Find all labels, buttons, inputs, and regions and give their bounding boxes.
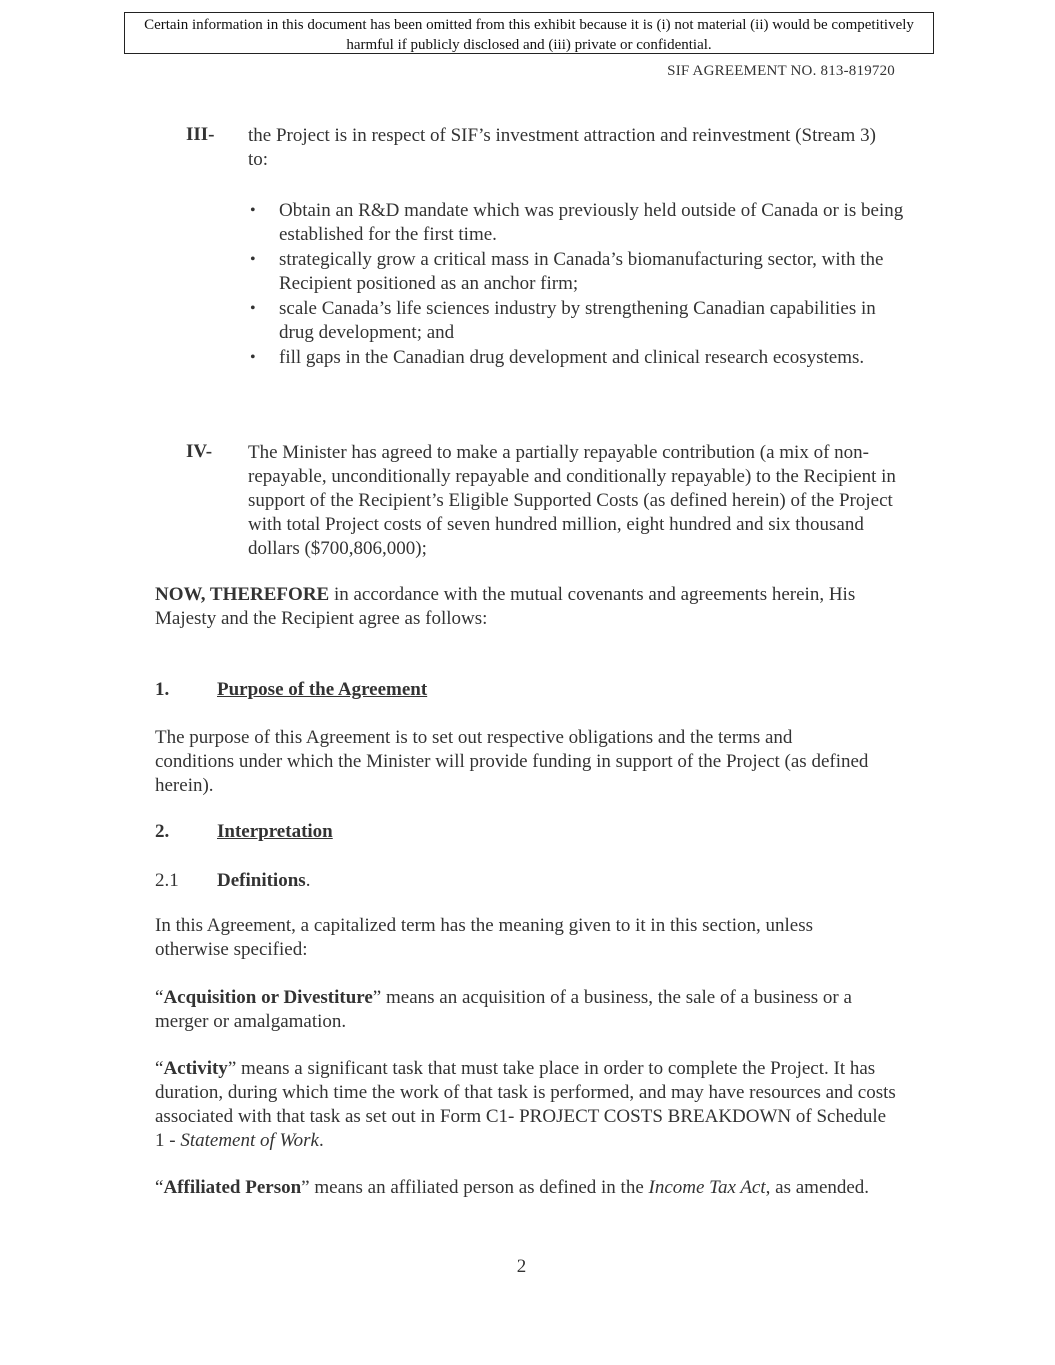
section-2-1-heading: Definitions. <box>217 870 311 891</box>
section-2-1-number: 2.1 <box>155 870 179 891</box>
recital-iii-label: III- <box>186 124 215 145</box>
definition-affiliated-person: “Affiliated Person” means an affiliated person as defined in the Income Tax Act, as amended. <box>155 1177 870 1198</box>
now-therefore-clause: NOW, THEREFORE in accordance with the mutual covenants and agreements herein, His Majesty and the Recipient agree as follows: <box>155 584 856 629</box>
definition-acquisition-or-divestiture: “Acquisition or Divestiture” means an acquisition of a business, the sale of a business or a merger or amalgamation. <box>155 987 852 1032</box>
recital-iv-label: IV- <box>186 441 213 462</box>
recital-iii-text: the Project is in respect of SIF’s investment attraction and reinvestment (Stream 3) to: <box>248 125 876 170</box>
section-1-body: The purpose of this Agreement is to set out respective obligations and the terms and conditions under which the Minister will provide funding in support of the Project (as defined herein). <box>155 727 869 796</box>
section-2-heading: Interpretation <box>217 821 333 842</box>
page-number: 2 <box>516 1256 527 1277</box>
agreement-number: SIF AGREEMENT NO. 813-819720 <box>667 63 895 79</box>
confidentiality-notice: Certain information in this document has been omitted from this exhibit because it is (i) not material (ii) would be competitively harmful if publicly disclosed and (iii) private or confidential. <box>124 12 934 54</box>
list-item: • Obtain an R&D mandate which was previously held outside of Canada or is being established for the first time. <box>250 200 904 245</box>
section-1-number: 1. <box>155 679 170 700</box>
recital-iii-bullet-list <box>248 199 908 371</box>
section-2-number: 2. <box>155 821 170 842</box>
definition-activity: “Activity” means a significant task that must take place in order to complete the Project. It has duration, during which time the work of that task is performed, and may have resources and costs associated with that task as set out in Form C1- PROJECT COSTS BREAKDOWN of Schedule 1 - Statement of Work. <box>155 1058 896 1151</box>
section-2-1-intro: In this Agreement, a capitalized term has the meaning given to it in this section, unless otherwise specified: <box>155 915 813 960</box>
section-1-heading: Purpose of the Agreement <box>217 679 428 700</box>
list-item: • fill gaps in the Canadian drug development and clinical research ecosystems. <box>250 347 865 368</box>
list-item: • strategically grow a critical mass in Canada’s biomanufacturing sector, with the Recipient positioned as an anchor firm; <box>250 249 884 294</box>
list-item: • scale Canada’s life sciences industry by strengthening Canadian capabilities in drug development; and <box>250 298 876 343</box>
recital-iv-text: The Minister has agreed to make a partially repayable contribution (a mix of non-repayable, unconditionally repayable and conditionally repayable) to the Recipient in support of the Recipient’s Eligible Supported Costs (as defined herein) of the Project with total Project costs of seven hundred million, eight hundred and six thousand dollars ($700,806,000); <box>248 442 896 559</box>
